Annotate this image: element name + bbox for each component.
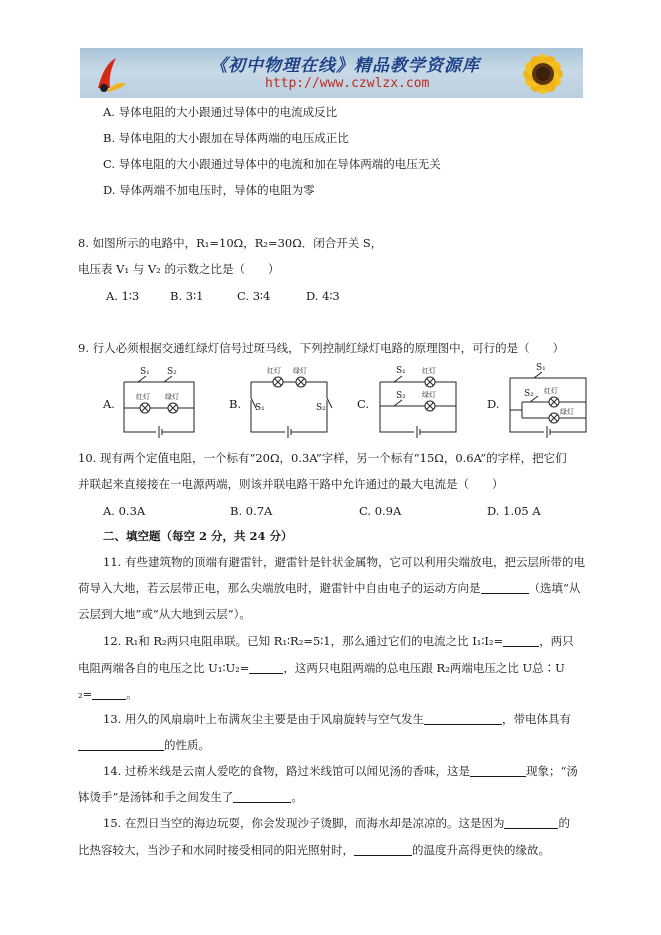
q14-line1 (103, 763, 578, 779)
site-logo-icon (94, 54, 128, 94)
label: 绿灯 (293, 367, 307, 375)
q9-option-a-letter: A. (103, 397, 115, 411)
q10-stem-line1: 10. 现有两个定值电阻，一个标有“20Ω，0.3A”字样，另一个标有“15Ω，0.6A”的字样，把它们 (78, 451, 567, 465)
q15-line2-text: 比热容较大，当沙子和水同时接受相同的阳光照射时， (78, 843, 354, 857)
circuit-diagram-b (243, 362, 335, 442)
q13-blank-2[interactable] (78, 738, 164, 751)
label: 绿灯 (422, 391, 436, 399)
circuit-diagram-c (372, 362, 464, 442)
q12-line2-tail: ，这两只电阻两端的总电压跟 R₂两端电压之比 U总∶U (283, 661, 565, 675)
q10-option-a: A. 0.3A (103, 504, 146, 518)
q14-line2-tail: 。 (291, 790, 303, 804)
label: 红灯 (544, 387, 558, 395)
q12-line1 (103, 633, 574, 649)
q11-line3: 云层到大地”或“从大地到云层”）。 (78, 607, 251, 621)
q12-line2 (78, 660, 565, 676)
label: S₁ (255, 403, 265, 413)
label: 红灯 (422, 367, 436, 375)
section-title-fill-in: 二、填空题（每空 2 分，共 24 分） (103, 529, 293, 543)
q11-line2-text: 荷导入大地，若云层带正电，那么尖端放电时，避雷针中自由电子的运动方向是 (78, 581, 481, 595)
q9-stem: 9. 行人必须根据交通红绿灯信号过斑马线，下列控制红绿灯电路的原理图中，可行的是（ ） (78, 341, 565, 355)
q15-line1 (103, 815, 570, 831)
q12-line3: ₂= 。 (78, 687, 138, 701)
q14-line1-text: 14. 过桥米线是云南人爱吃的食物，路过米线馆可以闻见汤的香味，这是 (103, 764, 470, 778)
q8-option-a: A. 1∶3 (106, 289, 140, 303)
label: S₂ (524, 389, 534, 399)
q13-line2-tail: 的性质。 (164, 738, 210, 752)
label: S₁ (396, 366, 406, 376)
q12-total-ratio-blank[interactable] (92, 687, 126, 700)
q11-line2 (78, 580, 580, 596)
circuit-diagram-d (502, 362, 594, 442)
label: S₂ (167, 367, 177, 377)
q13-line1-text: 13. 用久的风扇扇叶上布满灰尘主要是由于风扇旋转与空气发生 (103, 712, 424, 726)
q11-line2-tail: （选填“从 (528, 581, 581, 595)
q10-option-d: D. 1.05 A (487, 504, 541, 518)
q8-stem-line1: 8. 如图所示的电路中，R₁=10Ω，R₂=30Ω．闭合开关 S， (78, 236, 383, 250)
q13-line1 (103, 711, 571, 727)
q7-option-b: B. 导体电阻的大小跟加在导体两端的电压成正比 (103, 131, 349, 145)
q12-line2-text: 电阻两端各自的电压之比 U₁∶U₂= (78, 661, 250, 675)
label: 绿灯 (165, 393, 179, 401)
label: 绿灯 (560, 408, 574, 416)
q12-line1-text: 12. R₁和 R₂两只电阻串联。已知 R₁∶R₂=5∶1，那么通过它们的电流之比 I₁∶I₂= (103, 634, 504, 648)
q14-blank-1[interactable] (470, 764, 526, 777)
q8-option-b: B. 3∶1 (170, 289, 204, 303)
q7-option-d: D. 导体两端不加电压时，导体的电阻为零 (103, 183, 315, 197)
q9-option-d-letter: D. (487, 397, 500, 411)
q13-line1-tail: ，带电体具有 (501, 712, 571, 726)
label: S₁ (536, 363, 546, 373)
label: S₁ (140, 367, 150, 377)
q12-line1-tail: ，两只 (539, 634, 574, 648)
q8-option-d: D. 4∶3 (306, 289, 340, 303)
label: 红灯 (267, 367, 281, 375)
header-banner (80, 48, 583, 98)
q13-blank-1[interactable] (424, 712, 502, 725)
q12-line3-text: ₂= (78, 687, 93, 701)
q13-line2 (78, 737, 210, 753)
q7-option-a: A. 导体电阻的大小跟通过导体中的电流成反比 (103, 105, 338, 119)
q8-option-c: C. 3∶4 (237, 289, 271, 303)
banner-title: 《初中物理在线》精品教学资源库 (210, 56, 480, 76)
q14-line2-text: 钵烫手”是汤钵和手之间发生了 (78, 790, 234, 804)
q15-blank-2[interactable] (354, 843, 412, 856)
q8-stem-line2: 电压表 V₁ 与 V₂ 的示数之比是（ ） (78, 262, 280, 276)
q7-option-c: C. 导体电阻的大小跟通过导体中的电流和加在导体两端的电压无关 (103, 157, 441, 171)
q14-line2 (78, 789, 303, 805)
q15-line1-text: 15. 在烈日当空的海边玩耍，你会发现沙子烫脚，而海水却是凉凉的。这是因为 (103, 816, 505, 830)
q10-stem-line2: 并联起来直接接在一电源两端，则该并联电路干路中允许通过的最大电流是（ ） (78, 477, 504, 491)
q14-blank-2[interactable] (233, 790, 291, 803)
q11-answer-blank[interactable] (481, 581, 529, 594)
q15-line2 (78, 842, 550, 858)
label: S₂ (396, 391, 406, 401)
q12-voltage-ratio-blank[interactable] (249, 661, 283, 674)
q14-line1-tail: 现象；“汤 (525, 764, 578, 778)
banner-url[interactable]: http://www.czwlzx.com (265, 76, 430, 91)
sunflower-icon (503, 48, 581, 98)
q15-line1-tail: 的 (558, 816, 570, 830)
q15-blank-1[interactable] (504, 816, 558, 829)
q10-option-b: B. 0.7A (230, 504, 273, 518)
q9-option-c-letter: C. (357, 397, 370, 411)
q9-option-b-letter: B. (229, 397, 242, 411)
q15-line2-tail: 的温度升高得更快的缘故。 (412, 843, 550, 857)
circuit-diagram-a (118, 362, 200, 442)
q10-option-c: C. 0.9A (359, 504, 402, 518)
q11-line1: 11. 有些建筑物的顶端有避雷针，避雷针是针状金属物，它可以利用尖端放电，把云层所带的电 (103, 555, 585, 569)
label: 红灯 (136, 393, 150, 401)
label: S₂ (316, 403, 326, 413)
q12-current-ratio-blank[interactable] (503, 634, 539, 647)
